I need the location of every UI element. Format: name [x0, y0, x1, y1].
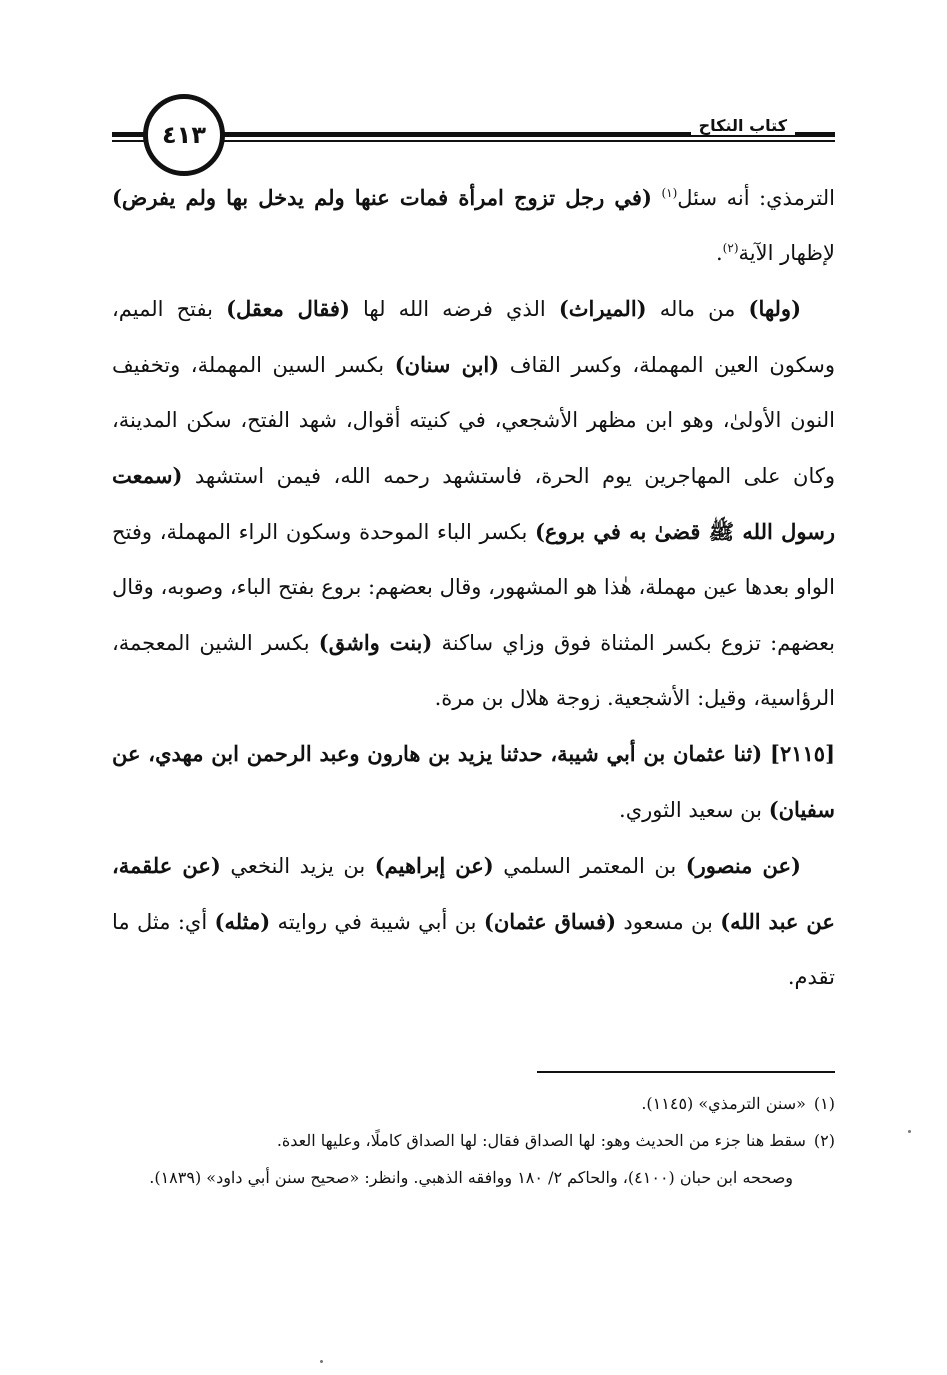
scan-speck [320, 1360, 323, 1363]
paragraph-1: الترمذي: أنه سئل$^{(١)}$ (في رجل تزوج امرأة فمات عنها ولم يدخل بها ولم يفرض) لإظهار الآية$^{(٢)}$. [112, 185, 835, 265]
paragraph-3: [٢١١٥] (ثنا عثمان بن أبي شيبة، حدثنا يزيد بن هارون وعبد الرحمن ابن مهدي، عن سفيان) بن سعيد الثوري. [112, 741, 835, 822]
page-header [0, 92, 947, 182]
running-title: كتاب النكاح [691, 116, 795, 135]
paragraph-2: (ولها) من ماله (الميراث) الذي فرضه الله لها (فقال معقل) بفتح الميم، وسكون العين المهملة، وكسر القاف (ابن سنان) بكسر السين المهملة، وتخفيف النون الأولىٰ، وهو ابن مظهر الأشجعي، في كنيته أقوال، شهد الفتح، سكن المدينة، وكان على المهاجرين يوم الحرة، فاستشهد رحمه الله، فيمن استشهد (سمعت رسول الله ﷺ قضىٰ به في بروع) بكسر الباء الموحدة وسكون الراء المهملة، وفتح الواو بعدها عين مهملة، هٰذا هو المشهور، وقال بعضهم: بروع بفتح الباء، وصوبه، وقال بعضهم: تزوع بكسر المثناة فوق وزاي ساكنة (بنت واشق) بكسر الشين المعجمة، الرؤاسية، وقيل: الأشجعية. زوجة هلال بن مرة. [111, 296, 836, 710]
page-number: ٤١٣ [143, 94, 225, 176]
footnote-2: (٢) سقط هنا جزء من الحديث وهو: لها الصداق فقال: لها الصداق كاملًا، وعليها العدة. [276, 1131, 835, 1150]
footnote-2-continuation: وصححه ابن حبان (٤١٠٠)، والحاكم ٢/ ١٨٠ ووافقه الذهبي. وانظر: «صحيح سنن أبي داود» (١٨٣٩). [149, 1168, 793, 1187]
footnotes [112, 1085, 835, 1196]
footnote-ref-2[interactable]: (٢) [722, 241, 739, 255]
footnote-separator [537, 1071, 835, 1073]
paragraph-4: (عن منصور) بن المعتمر السلمي (عن إبراهيم) بن يزيد النخعي (عن علقمة، عن عبد الله) بن مسعود (فساق عثمان) بن أبي شيبة في روايته (مثله) أي: مثل ما تقدم. [112, 853, 835, 989]
main-text [112, 170, 835, 1005]
footnote-1: (١) «سنن الترمذي» (١١٤٥). [641, 1094, 835, 1113]
footnote-ref-1[interactable]: (١) [661, 186, 678, 200]
scan-speck [908, 1130, 911, 1133]
